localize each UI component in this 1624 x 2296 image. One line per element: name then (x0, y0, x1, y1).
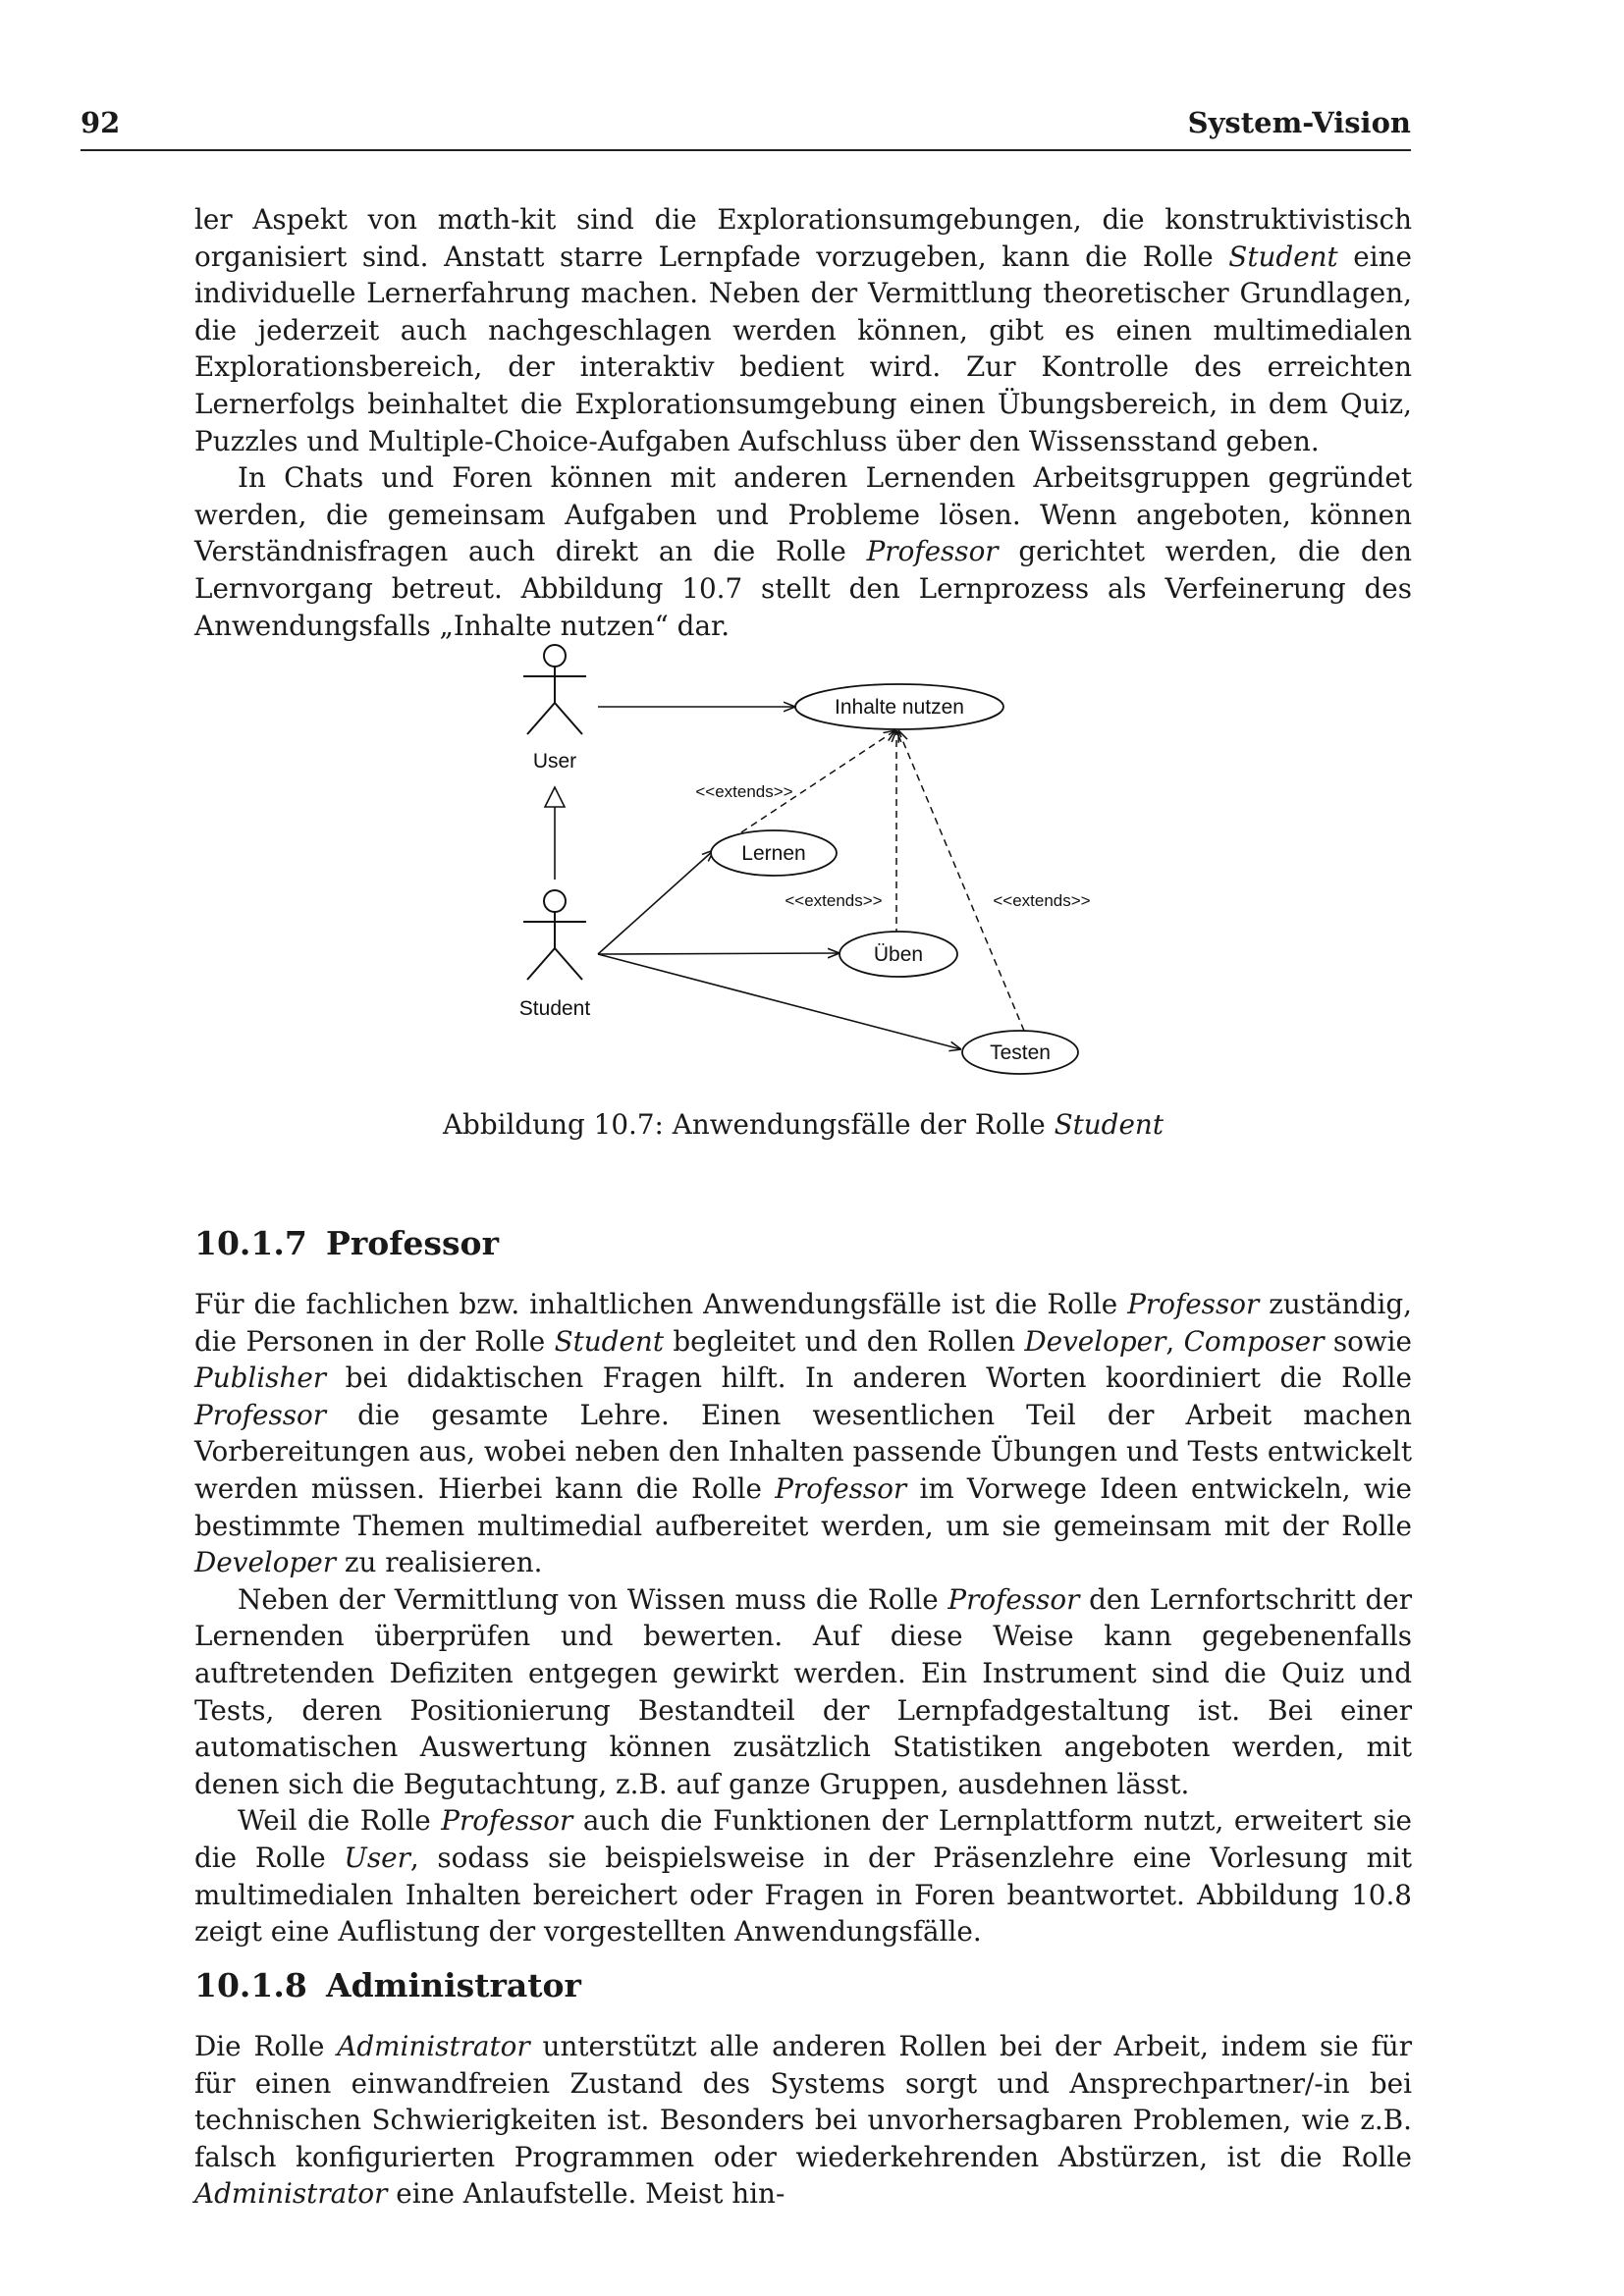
emphasized-term: Developer (194, 1546, 337, 1579)
text-run: begleitet und den Rollen (664, 1324, 1025, 1358)
emphasized-term: Composer (1183, 1324, 1325, 1358)
extends-label-ueben: <<extends>> (785, 891, 883, 910)
paragraph (194, 1286, 1412, 1581)
actor-student-label: Student (518, 997, 591, 1020)
figure-caption (194, 1106, 1412, 1144)
text-run: im Vorwege Ideen entwickeln, wie bestimmte Themen multimedial aufbereitet werden, um sie gemeinsam mit der Rolle (194, 1471, 1412, 1542)
usecase-testen-label: Testen (990, 1041, 1051, 1064)
administrator-text-block (194, 2028, 1412, 2213)
text-run: Neben der Vermittlung von Wissen muss die Rolle (238, 1582, 948, 1616)
use-case-diagram (496, 636, 1105, 1088)
text-run: bei didaktischen Fragen hilft. In anderen Worten koordiniert die Rolle (326, 1362, 1412, 1395)
text-run: unterstützt alle anderen Rollen bei der Arbeit, indem sie für für einen einwandfreien Zustand des Systems sorgt und Ansprechpartner/-in bei technischen Schwierigkeiten ist. Besonders bei unvorhersagbaren Problemen, wie z.B. falsch konfigurierten Programmen oder wiederkehrenden Abstürzen, ist die Rolle (194, 2030, 1412, 2173)
extends-label-lernen: <<extends>> (695, 782, 793, 801)
emphasized-term: User (344, 1841, 410, 1874)
text-run: zuständig, die Personen in der Rolle (194, 1288, 1412, 1358)
usecase-ueben-label: Üben (873, 943, 924, 966)
text-run: ler Aspekt von m (194, 203, 464, 236)
emphasized-term: Administrator (337, 2030, 530, 2062)
emphasized-term: Professor (775, 1471, 907, 1505)
emphasized-term: Student (1054, 1108, 1164, 1141)
extends-line-lernen (741, 730, 895, 832)
emphasized-term: Student (1228, 240, 1338, 273)
section-number: 10.1.8 (194, 1966, 307, 2004)
actor-student-figure (523, 890, 586, 980)
emphasized-term: Professor (866, 535, 999, 568)
emphasized-term: α (463, 203, 482, 236)
text-run: , sodass sie beispielsweise in der Präsenzlehre eine Vorlesung mit multimedialen Inhalten bereichert oder Fragen in Foren beantwortet. Abbildung 10.8 zeigt eine Auflistung der vorgestellten Anwendungsfälle. (194, 1841, 1412, 1949)
emphasized-term: Professor (441, 1804, 573, 1838)
text-run: th-kit sind die Explorationsumgebungen, die konstruktivistisch organisiert sind. Anstatt starre Lernpfade vorzugeben, kann die Rolle (194, 203, 1412, 273)
emphasized-term: Publisher (194, 1362, 327, 1395)
section-title: Administrator (326, 1966, 581, 2004)
text-run: In Chats und Foren können mit anderen Lernenden Arbeitsgruppen gegründet werden, die gemeinsam Aufgaben und Probleme lösen. Wenn angeboten, können Verständnisfragen auch direkt an die Rolle (194, 461, 1412, 568)
text-run: die gesamte Lehre. Einen wesentlichen Teil der Arbeit machen Vorbereitungen aus, wobei neben den Inhalten passende Übungen und Tests entwickelt werden müssen. Hierbei kann die Rolle (194, 1398, 1412, 1505)
emphasized-term: Administrator (194, 2177, 388, 2211)
extends-line-testen (898, 730, 1024, 1031)
page-number: 92 (81, 106, 121, 139)
emphasized-term: Developer (1024, 1324, 1166, 1358)
text-run: Für die fachlichen bzw. inhaltlichen Anwendungsfälle ist die Rolle (194, 1288, 1128, 1320)
emphasized-term: Professor (947, 1582, 1080, 1616)
text-run: Die Rolle (194, 2030, 338, 2062)
emphasized-term: Professor (1127, 1288, 1260, 1320)
page-header (81, 106, 1411, 151)
association-student-ueben (598, 953, 839, 954)
professor-text-block (194, 1286, 1412, 1950)
text-run: sowie (1324, 1324, 1412, 1358)
section-number: 10.1.7 (194, 1224, 307, 1262)
text-run: eine individuelle Lernerfahrung machen. Neben der Vermittlung theoretischer Grundlagen, die jederzeit auch nachgeschlagen werden können, gibt es einen multimedialen Explorationsbereich, der interaktiv bedient wird. Zur Kontrolle des erreichten Lernerfolgs beinhaltet die Explorationsumgebung einen Übungsbereich, in dem Quiz, Puzzles und Multiple-Choice-Aufgaben Aufschluss über den Wissensstand geben. (194, 240, 1412, 457)
text-run: gerichtet werden, die den Lernvorgang betreut. Abbildung 10.7 stellt den Lernprozess als Verfeinerung des Anwendungsfalls „Inhalte nutzen“ dar. (194, 535, 1412, 642)
usecase-lernen-label: Lernen (741, 842, 806, 865)
text-run: auch die Funktionen der Lernplattform nutzt, erweitert sie die Rolle (194, 1804, 1412, 1874)
paragraph (194, 2028, 1412, 2213)
extends-label-testen: <<extends>> (993, 891, 1091, 910)
text-run: zu realisieren. (336, 1546, 543, 1579)
running-title: System-Vision (1187, 106, 1411, 139)
text-run: Weil die Rolle (238, 1804, 442, 1838)
usecase-inhalte-label: Inhalte nutzen (835, 696, 964, 719)
paragraph (194, 1802, 1412, 1949)
text-run: den Lernfortschritt der Lernenden überprüfen und bewerten. Auf diese Weise kann gegebenenfalls auftretenden Defiziten entgegen gewirkt werden. Ein Instrument sind die Quiz und Tests, deren Positionierung Bestandteil der Lernpfadgestaltung ist. Bei einer automatischen Auswertung können zusätzlich Statistiken angeboten werden, mit denen sich die Begutachtung, z.B. auf ganze Gruppen, ausdehnen lässt. (194, 1582, 1412, 1800)
section-heading-professor (194, 1224, 499, 1262)
emphasized-term: Professor (194, 1398, 327, 1431)
section-title: Professor (326, 1224, 499, 1262)
actor-user-figure (523, 645, 586, 734)
text-run: Abbildung 10.7: Anwendungsfälle der Rolle (442, 1108, 1055, 1141)
association-student-lernen (598, 850, 714, 954)
actor-user-label: User (532, 750, 577, 773)
emphasized-term: Student (554, 1324, 664, 1358)
text-run: eine Anlaufstelle. Meist hin- (387, 2177, 785, 2211)
paragraph (194, 201, 1412, 459)
generalization-arrow (545, 787, 565, 880)
paragraph (194, 459, 1412, 644)
section-heading-administrator (194, 1966, 581, 2004)
paragraph (194, 1581, 1412, 1803)
text-run: , (1165, 1324, 1184, 1358)
intro-text-block (194, 201, 1412, 644)
